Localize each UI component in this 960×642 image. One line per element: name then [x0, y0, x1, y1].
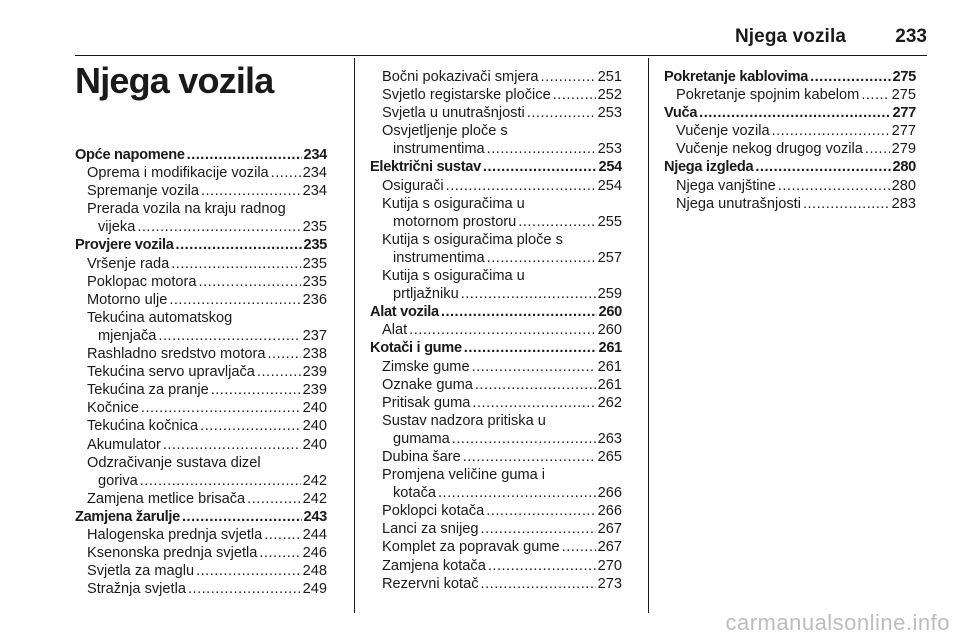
dot-leader: [137, 218, 300, 236]
toc-entry-title: Spremanje vozila: [87, 183, 199, 200]
dot-leader: [163, 436, 301, 454]
toc-page-number: 277: [892, 105, 916, 122]
dot-leader: [196, 562, 301, 580]
toc-section-heading[interactable]: [370, 339, 622, 357]
dot-leader: [264, 526, 300, 544]
toc-page-number: 235: [302, 255, 327, 272]
dot-leader: [141, 399, 301, 417]
toc-page-number: 255: [597, 213, 622, 230]
toc-entry-line[interactable]: [370, 267, 622, 285]
toc-entry[interactable]: [370, 321, 622, 339]
dot-leader: [487, 140, 596, 158]
column-divider: [648, 58, 649, 613]
toc-page-number: 237: [302, 327, 327, 344]
toc-entry[interactable]: [370, 557, 622, 575]
toc-entry-continuation[interactable]: [370, 285, 622, 303]
toc-entry-title: Zimske gume: [382, 358, 470, 375]
dot-leader: [438, 484, 596, 502]
dot-leader: [803, 195, 890, 213]
dot-leader: [472, 394, 595, 412]
toc-page-number: 249: [302, 581, 327, 598]
toc-entry-title: Tekućina kočnica: [87, 418, 199, 435]
toc-entry-title: Kutija s osiguračima u: [382, 195, 525, 212]
toc-entry[interactable]: [75, 490, 327, 508]
toc-entry[interactable]: [75, 164, 327, 182]
toc-page-number: 240: [302, 418, 327, 435]
dot-leader: [475, 376, 596, 394]
toc-entry[interactable]: [75, 273, 327, 291]
toc-entry-title: Zamjena metlice brisača: [87, 490, 246, 507]
toc-entry[interactable]: [664, 177, 916, 195]
toc-entry-title: Ksenonska prednja svjetla: [87, 545, 258, 562]
dot-leader: [699, 104, 890, 122]
dot-leader: [865, 140, 890, 158]
toc-entry[interactable]: [75, 436, 327, 454]
toc-section-heading[interactable]: [370, 303, 622, 321]
dot-leader: [409, 321, 595, 339]
toc-section-heading[interactable]: [370, 158, 622, 176]
toc-page-number: 261: [598, 340, 622, 357]
toc-entry[interactable]: [370, 448, 622, 466]
toc-entry[interactable]: [370, 394, 622, 412]
toc-entry-title: Pokretanje kablovima: [664, 69, 809, 85]
dot-leader: [481, 575, 596, 593]
toc-page-number: 277: [891, 123, 916, 140]
toc-column-3: [664, 68, 916, 213]
toc-entry-title: Opće napomene: [75, 147, 185, 163]
toc-entry-line[interactable]: [370, 466, 622, 484]
toc-entry-title: Poklopac motora: [87, 273, 197, 290]
watermark: carmanualsonline.info: [725, 610, 950, 635]
toc-entry-title: Kutija s osiguračima u: [382, 268, 525, 285]
dot-leader: [259, 544, 300, 562]
toc-entry-title: Tekućina za pranje: [87, 382, 209, 399]
toc-entry[interactable]: [75, 291, 327, 309]
toc-entry-title: Njega unutrašnjosti: [676, 195, 801, 212]
column-divider: [354, 58, 355, 613]
toc-section-heading[interactable]: [664, 68, 916, 86]
dot-leader: [553, 86, 596, 104]
toc-entry[interactable]: [75, 182, 327, 200]
toc-page-number: 248: [302, 563, 327, 580]
dot-leader: [541, 68, 596, 86]
toc-entry-title: Tekućina automatskog: [87, 309, 233, 326]
dot-leader: [441, 303, 597, 321]
toc-entry-line[interactable]: [370, 122, 622, 140]
dot-leader: [188, 580, 301, 598]
toc-page-number: 240: [302, 400, 327, 417]
toc-entry-title: Kutija s osiguračima ploče s: [382, 231, 563, 248]
toc-entry-title: instrumentima: [393, 141, 485, 158]
toc-entry[interactable]: [75, 526, 327, 544]
toc-page-number: 244: [302, 526, 327, 543]
toc-entry-title: kotača: [393, 485, 436, 502]
toc-entry-title: Svjetlo registarske pločice: [382, 87, 551, 104]
dot-leader: [201, 182, 301, 200]
toc-entry-title: Rashladno sredstvo motora: [87, 346, 266, 363]
header-rule: [75, 55, 927, 56]
toc-section-heading[interactable]: [75, 146, 327, 164]
toc-page-number: 273: [597, 575, 622, 592]
toc-entry[interactable]: [370, 104, 622, 122]
toc-entry[interactable]: [664, 86, 916, 104]
toc-section-heading[interactable]: [75, 508, 327, 526]
dot-leader: [176, 236, 302, 254]
toc-entry-title: Tekućina servo upravljača: [87, 364, 255, 381]
toc-page-number: 257: [597, 249, 622, 266]
toc-entry[interactable]: [370, 502, 622, 520]
toc-entry[interactable]: [370, 376, 622, 394]
toc-page-number: 251: [597, 69, 622, 85]
toc-page-number: 263: [597, 430, 622, 447]
toc-section-heading[interactable]: [664, 104, 916, 122]
toc-entry-title: motornom prostoru: [393, 213, 517, 230]
toc-entry-title: Rezervni kotač: [382, 575, 479, 592]
toc-page-number: 239: [302, 364, 327, 381]
toc-entry-title: Električni sustav: [370, 159, 481, 176]
dot-leader: [464, 339, 597, 357]
toc-entry-title: gumama: [393, 430, 450, 447]
toc-entry-title: Njega vanjštine: [676, 177, 776, 194]
dot-leader: [452, 430, 596, 448]
toc-page-number: 235: [302, 273, 327, 290]
toc-entry-line[interactable]: [370, 195, 622, 213]
toc-page-number: 254: [598, 159, 622, 176]
toc-entry-title: Provjere vozila: [75, 237, 174, 254]
toc-entry-title: Zamjena kotača: [382, 557, 486, 574]
toc-entry-title: Vučenje nekog drugog vozila: [676, 141, 863, 158]
dot-leader: [140, 472, 301, 490]
toc-page-number: 254: [597, 177, 622, 194]
toc-entry[interactable]: [75, 580, 327, 598]
toc-entry-line[interactable]: [370, 412, 622, 430]
toc-entry-title: Komplet za popravak gume: [382, 539, 560, 556]
toc-page-number: 260: [598, 304, 622, 321]
toc-page-number: 252: [597, 87, 622, 104]
toc-entry[interactable]: [75, 381, 327, 399]
chapter-title: Njega vozila: [75, 60, 274, 101]
dot-leader: [472, 358, 596, 376]
toc-entry-continuation[interactable]: [75, 472, 327, 490]
toc-entry-continuation[interactable]: [75, 327, 327, 345]
toc-entry-title: Motorno ulje: [87, 291, 168, 308]
toc-entry[interactable]: [75, 345, 327, 363]
toc-entry-continuation[interactable]: [370, 484, 622, 502]
toc-entry-continuation[interactable]: [370, 249, 622, 267]
toc-entry[interactable]: [370, 538, 622, 556]
dot-leader: [483, 158, 597, 176]
toc-page-number: 261: [597, 376, 622, 393]
toc-entry-title: Halogenska prednja svjetla: [87, 526, 263, 543]
toc-entry-title: prtljažniku: [393, 286, 459, 303]
dot-leader: [211, 381, 301, 399]
toc-entry[interactable]: [75, 363, 327, 381]
toc-page-number: 279: [891, 141, 916, 158]
toc-entry-line[interactable]: [370, 231, 622, 249]
dot-leader: [171, 255, 300, 273]
toc-entry-title: Bočni pokazivači smjera: [382, 69, 539, 85]
toc-entry-title: Vučenje vozila: [676, 123, 770, 140]
dot-leader: [463, 448, 596, 466]
toc-entry-title: Kočnice: [87, 400, 139, 417]
toc-entry-title: Sustav nadzora pritiska u: [382, 412, 546, 429]
toc-page-number: 253: [597, 141, 622, 158]
toc-entry-title: instrumentima: [393, 249, 485, 266]
toc-entry-title: Oznake guma: [382, 376, 473, 393]
toc-entry[interactable]: [370, 68, 622, 86]
dot-leader: [182, 508, 302, 526]
toc-entry-line[interactable]: [75, 200, 327, 218]
running-title: Njega vozila: [734, 26, 846, 47]
dot-leader: [778, 177, 890, 195]
toc-entry-title: Akumulator: [87, 436, 161, 453]
toc-page-number: 261: [597, 358, 622, 375]
toc-entry[interactable]: [370, 520, 622, 538]
toc-entry-title: Kotači i gume: [370, 340, 462, 357]
dot-leader: [562, 538, 596, 556]
toc-page-number: 259: [597, 286, 622, 303]
dot-leader: [486, 502, 595, 520]
dot-leader: [755, 158, 890, 176]
dot-leader: [199, 273, 301, 291]
dot-leader: [158, 327, 300, 345]
toc-entry-continuation[interactable]: [370, 430, 622, 448]
page-number: 233: [895, 26, 927, 47]
dot-leader: [200, 417, 301, 435]
toc-entry[interactable]: [664, 122, 916, 140]
toc-page-number: 234: [302, 183, 327, 200]
toc-entry[interactable]: [370, 86, 622, 104]
toc-page-number: 262: [597, 394, 622, 411]
dot-leader: [861, 86, 889, 104]
toc-entry-title: Stražnja svjetla: [87, 581, 186, 598]
toc-entry-line[interactable]: [75, 454, 327, 472]
toc-page-number: 267: [597, 521, 622, 538]
toc-entry-title: Alat vozila: [370, 304, 439, 321]
toc-entry-continuation[interactable]: [75, 218, 327, 236]
toc-page-number: 234: [303, 147, 327, 163]
toc-page-number: 239: [302, 382, 327, 399]
toc-entry-title: Osigurači: [382, 177, 444, 194]
toc-entry[interactable]: [370, 177, 622, 195]
toc-entry-title: Svjetla u unutrašnjosti: [382, 105, 525, 122]
toc-section-heading[interactable]: [75, 236, 327, 254]
dot-leader: [271, 164, 301, 182]
toc-page-number: 280: [892, 159, 916, 176]
toc-entry-title: Svjetla za maglu: [87, 563, 195, 580]
toc-entry-title: goriva: [98, 472, 138, 489]
toc-entry[interactable]: [370, 575, 622, 593]
toc-entry[interactable]: [75, 562, 327, 580]
dot-leader: [487, 249, 596, 267]
dot-leader: [247, 490, 300, 508]
toc-section-heading[interactable]: [664, 158, 916, 176]
toc-entry[interactable]: [75, 417, 327, 435]
toc-page-number: 242: [302, 490, 327, 507]
toc-page-number: 266: [597, 503, 622, 520]
toc-page-number: 235: [303, 237, 327, 254]
toc-entry-title: Zamjena žarulje: [75, 508, 180, 525]
toc-page-number: 235: [302, 219, 327, 236]
toc-entry-title: Promjena veličine guma i: [382, 467, 546, 484]
dot-leader: [187, 146, 302, 164]
toc-entry-title: Pritisak guma: [382, 394, 471, 411]
dot-leader: [488, 557, 596, 575]
toc-entry-title: Alat: [382, 322, 408, 339]
toc-entry-title: Lanci za snijeg: [382, 521, 479, 538]
toc-entry-line[interactable]: [75, 309, 327, 327]
toc-entry-title: Vršenje rada: [87, 255, 170, 272]
toc-entry[interactable]: [75, 544, 327, 562]
toc-page-number: 265: [597, 448, 622, 465]
toc-entry-title: vijeka: [98, 219, 136, 236]
toc-entry-title: Osvjetljenje ploče s: [382, 123, 508, 140]
toc-page-number: 267: [597, 539, 622, 556]
dot-leader: [772, 122, 890, 140]
toc-page-number: 270: [597, 557, 622, 574]
dot-leader: [527, 104, 596, 122]
toc-entry-title: Prerada vozila na kraju radnog: [87, 201, 286, 218]
toc-page-number: 246: [302, 545, 327, 562]
toc-page-number: 283: [891, 195, 916, 212]
dot-leader: [810, 68, 890, 86]
toc-entry-continuation[interactable]: [370, 140, 622, 158]
dot-leader: [257, 363, 301, 381]
toc-page-number: 238: [302, 346, 327, 363]
toc-entry-title: Njega izgleda: [664, 159, 754, 176]
toc-entry-title: Odzračivanje sustava dizel: [87, 454, 261, 471]
toc-page-number: 242: [302, 472, 327, 489]
dot-leader: [461, 285, 596, 303]
dot-leader: [169, 291, 300, 309]
toc-page-number: 240: [302, 436, 327, 453]
toc-entry[interactable]: [664, 140, 916, 158]
toc-column-2: [370, 68, 622, 593]
toc-page-number: 243: [303, 508, 327, 525]
toc-entry-title: mjenjača: [98, 327, 157, 344]
toc-entry-title: Poklopci kotača: [382, 503, 485, 520]
toc-page-number: 236: [302, 291, 327, 308]
toc-page-number: 253: [597, 105, 622, 122]
toc-entry-title: Oprema i modifikacije vozila: [87, 165, 269, 182]
toc-page-number: 280: [891, 177, 916, 194]
toc-page-number: 260: [597, 322, 622, 339]
dot-leader: [518, 213, 595, 231]
toc-page-number: 266: [597, 485, 622, 502]
dot-leader: [267, 345, 300, 363]
toc-entry-title: Pokretanje spojnim kabelom: [676, 87, 860, 104]
toc-entry[interactable]: [664, 195, 916, 213]
toc-page-number: 275: [892, 69, 916, 85]
toc-entry-title: Dubina šare: [382, 448, 461, 465]
toc-page-number: 234: [302, 165, 327, 182]
dot-leader: [446, 177, 596, 195]
dot-leader: [481, 520, 596, 538]
toc-entry-title: Vuča: [664, 105, 698, 122]
toc-entry[interactable]: [75, 255, 327, 273]
toc-column-1: [75, 146, 327, 598]
toc-page-number: 275: [891, 87, 916, 104]
toc-entry-continuation[interactable]: [370, 213, 622, 231]
toc-entry[interactable]: [370, 358, 622, 376]
toc-entry[interactable]: [75, 399, 327, 417]
